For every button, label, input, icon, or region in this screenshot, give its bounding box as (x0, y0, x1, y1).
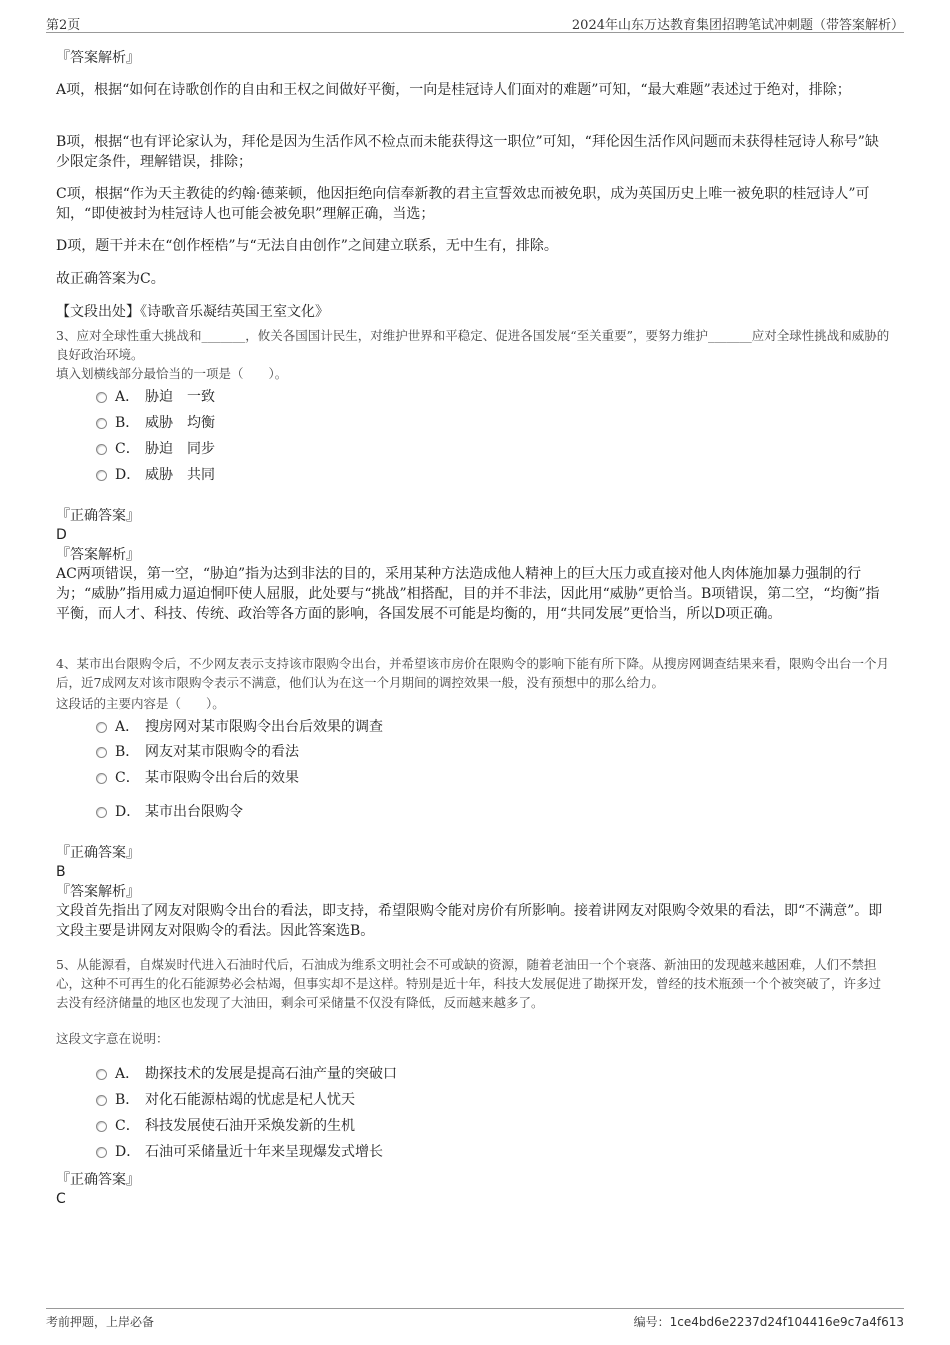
radio-icon[interactable] (96, 747, 107, 758)
page-number: 第2页 (46, 18, 81, 33)
radio-icon[interactable] (96, 1069, 107, 1080)
q4-option-c[interactable]: C． 某市限购令出台后的效果 (96, 768, 299, 788)
q2-analysis-c: C项，根据“作为天主教徒的约翰·德莱顿，他因拒绝向信奉新教的君主宣誓效忠而被免职，成为英国历史上唯一被免职的桂冠诗人”可知，“即使被封为桂冠诗人也可能会被免职”理解正确，当选； (56, 186, 870, 222)
q3-option-c[interactable]: C． 胁迫 同步 (96, 439, 215, 459)
q4-stem: 4、某市出台限购令后，不少网友表示支持该市限购令出台，并希望该市房价在限购令的影响下能有所下降。从搜房网调查结果来看，限购令出台一个月后，近7成网友对该市限购令表示不满意，他们认为在这一个月期间的调控效果一般，没有预想中的那么给力。 (56, 656, 889, 690)
q3-prompt: 填入划横线部分最恰当的一项是（ ）。 (56, 366, 288, 381)
q2-analysis-a: A项，根据“如何在诗歌创作的自由和王权之间做好平衡，一向是桂冠诗人们面对的难题”可知，“最大难题”表述过于绝对，排除； (56, 82, 851, 98)
q5-option-b[interactable]: B． 对化石能源枯竭的忧虑是杞人忧天 (96, 1090, 355, 1110)
q2-conclusion: 故正确答案为C。 (56, 271, 165, 287)
q3-stem: 3、应对全球性重大挑战和_______，攸关各国国计民生，对维护世界和平稳定、促进各国发展“至关重要”，要努力维护_______应对全球性挑战和威胁的良好政治环境。 (56, 328, 890, 362)
q4-option-b[interactable]: B． 网友对某市限购令的看法 (96, 742, 299, 762)
q3-option-d[interactable]: D． 威胁 共同 (96, 465, 215, 485)
radio-icon[interactable] (96, 470, 107, 481)
radio-icon[interactable] (96, 807, 107, 818)
radio-icon[interactable] (96, 1095, 107, 1106)
radio-icon[interactable] (96, 722, 107, 733)
q3-answer: D (56, 527, 67, 543)
q5-stem: 5、从能源看，自煤炭时代进入石油时代后，石油成为维系文明社会不可或缺的资源，随着老油田一个个衰落、新油田的发现越来越困难，人们不禁担心，这种不可再生的化石能源势必会枯竭，但事实却不是这样。特别是近十年，科技大发展促进了勘探开发，曾经的技术瓶颈一个个被突破了，许多过去没有经济储量的地区也发现了大油田，剩余可采储量不仅没有降低，反而越来越多了。 (56, 957, 882, 1010)
document-title: 2024年山东万达教育集团招聘笔试冲刺题（带答案解析） (571, 18, 904, 33)
q2-source: 【文段出处】《诗歌音乐凝结英国王室文化》 (56, 304, 329, 320)
page-footer (46, 1308, 904, 1329)
q3-option-b[interactable]: B． 威胁 均衡 (96, 413, 215, 433)
q5-option-d[interactable]: D． 石油可采储量近十年来呈现爆发式增长 (96, 1142, 383, 1162)
q4-analysis: 文段首先指出了网友对限购令出台的看法，即支持，希望限购令能对房价有所影响。接着讲网友对限购令效果的看法，即“不满意”。即文段主要是讲网友对限购令的看法。因此答案选B。 (56, 903, 883, 939)
radio-icon[interactable] (96, 773, 107, 784)
q5-option-a[interactable]: A． 勘探技术的发展是提高石油产量的突破口 (96, 1064, 397, 1084)
q3-answer-label: 『正确答案』 (56, 508, 140, 524)
q5-option-c[interactable]: C． 科技发展使石油开采焕发新的生机 (96, 1116, 355, 1136)
q3-option-a[interactable]: A． 胁迫 一致 (96, 387, 215, 407)
q5-answer: C (56, 1191, 66, 1207)
q4-option-d[interactable]: D． 某市出台限购令 (96, 802, 243, 822)
radio-icon[interactable] (96, 1121, 107, 1132)
document-code: 编号：1ce4bd6e2237d24f104416e9c7a4f613 (633, 1315, 904, 1329)
q4-analysis-label: 『答案解析』 (56, 884, 140, 900)
q2-analysis-d: D项，题干并未在“创作桎梏”与“无法自由创作”之间建立联系，无中生有，排除。 (56, 238, 558, 254)
q2-analysis-b: B项，根据“也有评论家认为，拜伦是因为生活作风不检点而未能获得这一职位”可知，“拜伦因生活作风问题而未获得桂冠诗人称号”缺少限定条件，理解错误，排除； (56, 134, 879, 170)
q2-analysis-label: 『答案解析』 (56, 50, 140, 66)
q4-option-a[interactable]: A． 搜房网对某市限购令出台后效果的调查 (96, 717, 383, 737)
q5-prompt: 这段文字意在说明： (56, 1031, 169, 1046)
q5-answer-label: 『正确答案』 (56, 1172, 140, 1188)
page-header (46, 12, 904, 33)
radio-icon[interactable] (96, 1147, 107, 1158)
q4-prompt: 这段话的主要内容是（ ）。 (56, 696, 225, 711)
q3-analysis: AC两项错误，第一空，“胁迫”指为达到非法的目的，采用某种方法造成他人精神上的巨大压力或直接对他人肉体施加暴力强制的行为；“威胁”指用威力逼迫恫吓使人屈服，此处要与“挑战”相搭配，目的并不非法，因此用“威胁”更恰当。B项错误，第二空，“均衡”指平衡，而人才、科技、传统、政治等各方面的影响，各国发展不可能是均衡的，用“共同发展”更恰当，所以D项正确。 (56, 566, 880, 622)
radio-icon[interactable] (96, 444, 107, 455)
q4-answer-label: 『正确答案』 (56, 845, 140, 861)
q4-answer: B (56, 864, 66, 880)
radio-icon[interactable] (96, 418, 107, 429)
radio-icon[interactable] (96, 392, 107, 403)
q3-analysis-label: 『答案解析』 (56, 547, 140, 563)
footer-slogan: 考前押题，上岸必备 (46, 1315, 155, 1329)
